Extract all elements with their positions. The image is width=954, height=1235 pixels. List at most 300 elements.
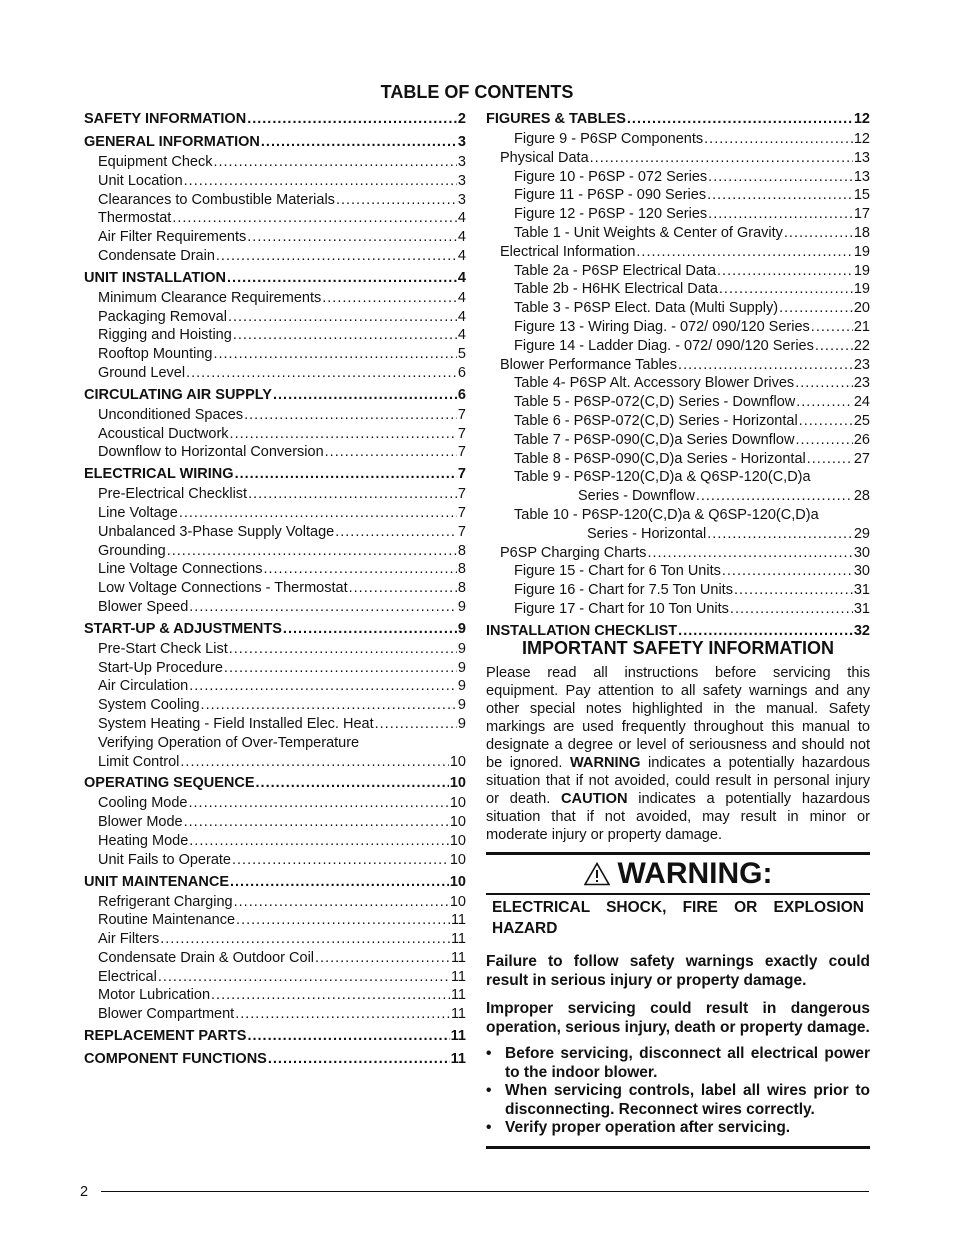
toc-section-entry	[84, 132, 466, 153]
toc-entry-text: Table 10 - P6SP-120(C,D)a & Q6SP-120(C,D)a	[514, 506, 819, 523]
toc-entry-text: Table 2b - H6HK Electrical Data	[514, 281, 718, 298]
toc-entry-text: REPLACEMENT PARTS	[84, 1028, 247, 1045]
bullet-icon: •	[486, 1119, 492, 1136]
dot-leader	[188, 794, 448, 813]
dot-leader	[811, 318, 853, 337]
dot-leader	[213, 153, 456, 172]
toc-page-number: 19	[853, 243, 870, 260]
toc-section-entry	[84, 773, 466, 794]
toc-entry-text: Blower Mode	[98, 814, 183, 831]
toc-page-number: 13	[853, 149, 870, 166]
dot-leader	[248, 485, 457, 504]
toc-entry-text: Cooling Mode	[98, 795, 188, 812]
dot-leader	[244, 406, 457, 425]
toc-page-number: 6	[457, 386, 466, 403]
toc-entry-text: Ground Level	[98, 364, 186, 381]
toc-page-number: 30	[853, 563, 870, 580]
dot-leader	[211, 986, 450, 1005]
dot-leader	[734, 581, 853, 600]
toc-entry-text: Figure 12 - P6SP - 120 Series	[514, 206, 708, 223]
toc-page-number: 7	[457, 444, 466, 461]
toc-entry-text: Pre-Start Check List	[98, 640, 228, 657]
safety-title: IMPORTANT SAFETY INFORMATION	[522, 638, 834, 658]
toc-page-number: 21	[853, 318, 870, 335]
dot-leader	[336, 191, 457, 210]
toc-entry	[84, 832, 466, 851]
toc-entry-text: FIGURES & TABLES	[486, 111, 626, 127]
dot-leader	[224, 659, 457, 678]
toc-page-number: 11	[450, 912, 466, 929]
toc-entry	[84, 228, 466, 247]
toc-page-number: 9	[457, 640, 466, 657]
dot-leader	[799, 412, 853, 431]
dot-leader	[186, 364, 457, 383]
toc-entry	[84, 443, 466, 462]
toc-entry	[486, 356, 870, 375]
dot-leader	[184, 813, 449, 832]
bullet-icon: •	[486, 1082, 492, 1099]
toc-entry	[84, 345, 466, 364]
toc-page-number: 10	[449, 775, 466, 792]
toc-entry	[84, 598, 466, 617]
toc-entry	[486, 600, 870, 619]
toc-entry-text: Table 6 - P6SP-072(C,D) Series - Horizontal	[514, 412, 798, 429]
toc-entry-text: Air Circulation	[98, 678, 189, 695]
dot-leader	[228, 308, 457, 327]
dot-leader	[213, 345, 456, 364]
dot-leader	[235, 1005, 450, 1024]
toc-page-number: 7	[457, 523, 466, 540]
toc-section-entry	[84, 268, 466, 289]
toc-entry-text: Physical Data	[500, 149, 589, 166]
toc-page-number: 18	[853, 224, 870, 241]
dot-leader	[722, 562, 853, 581]
dot-leader	[322, 289, 457, 308]
dot-leader	[375, 715, 457, 734]
toc-section-entry	[84, 1026, 466, 1047]
dot-leader	[263, 560, 456, 579]
dot-leader	[236, 911, 450, 930]
toc-entry-text: Blower Performance Tables	[500, 356, 678, 373]
warning-label: WARNING:	[617, 857, 773, 890]
dot-leader	[234, 893, 449, 912]
toc-entry-text: Motor Lubrication	[98, 987, 211, 1004]
toc-entry-text: UNIT INSTALLATION	[84, 269, 227, 286]
toc-entry	[84, 326, 466, 345]
toc-entry-text: Pre-Electrical Checklist	[98, 486, 248, 503]
toc-entry-text: Acoustical Ductwork	[98, 425, 229, 442]
toc-entry	[486, 506, 870, 525]
toc-entry-text: Minimum Clearance Requirements	[98, 289, 322, 306]
toc-entry	[486, 487, 870, 506]
dot-leader	[627, 109, 853, 130]
dot-leader	[227, 268, 457, 289]
dot-leader	[349, 579, 457, 598]
toc-page-number: 2	[457, 111, 466, 127]
toc-entry-text: Electrical Information	[500, 243, 636, 260]
dot-leader	[707, 186, 853, 205]
toc-page-number: 11	[450, 1006, 466, 1023]
toc-entry-text: Limit Control	[98, 753, 180, 770]
toc-entry-text: Blower Speed	[98, 598, 189, 615]
toc-entry	[84, 209, 466, 228]
toc-entry-text: Series - Horizontal	[587, 525, 707, 542]
dot-leader	[256, 773, 449, 794]
toc-entry	[84, 677, 466, 696]
toc-page-number: 5	[457, 346, 466, 363]
toc-entry	[84, 542, 466, 561]
toc-page-number: 6	[457, 364, 466, 381]
toc-entry	[486, 393, 870, 412]
warning-bullet-text: Verify proper operation after servicing.	[505, 1119, 791, 1136]
toc-title: TABLE OF CONTENTS	[380, 82, 574, 102]
dot-leader	[795, 431, 852, 450]
toc-page-number: 10	[449, 795, 466, 812]
warning-bullet-list	[486, 1045, 870, 1138]
dot-leader	[233, 326, 457, 345]
toc-entry-text: Rooftop Mounting	[98, 346, 213, 363]
dot-leader	[315, 949, 450, 968]
toc-entry	[84, 485, 466, 504]
toc-entry	[84, 406, 466, 425]
toc-page-number: 29	[853, 525, 870, 542]
toc-entry	[486, 581, 870, 600]
toc-page-number: 10	[449, 753, 466, 770]
toc-entry-text: Electrical	[98, 968, 157, 985]
toc-page-number: 7	[457, 486, 466, 503]
dot-leader	[247, 1026, 449, 1047]
dot-leader	[779, 299, 853, 318]
toc-entry-text: Figure 11 - P6SP - 090 Series	[514, 187, 707, 204]
toc-page-number: 9	[457, 697, 466, 714]
toc-page-number: 9	[457, 659, 466, 676]
toc-entry-text: Grounding	[98, 542, 166, 559]
toc-entry-text: Condensate Drain	[98, 247, 215, 264]
toc-entry-text: Rigging and Hoisting	[98, 327, 232, 344]
toc-entry	[486, 562, 870, 581]
footer-rule	[101, 1191, 869, 1192]
dot-leader	[807, 450, 853, 469]
toc-entry	[84, 364, 466, 383]
toc-entry	[84, 930, 466, 949]
warning-bullet	[486, 1045, 870, 1082]
dot-leader	[273, 385, 457, 406]
toc-page-number: 4	[457, 210, 466, 227]
toc-entry-text: Condensate Drain & Outdoor Coil	[98, 949, 315, 966]
toc-page-number: 31	[853, 582, 870, 599]
toc-entry	[84, 308, 466, 327]
toc-entry-text: OPERATING SEQUENCE	[84, 775, 255, 792]
toc-page-number: 3	[457, 172, 466, 189]
safety-intro: Please read all instructions before servicing this equipment. Pay attention to all safety warnings and any other special notes highlighted in the manual. Safety markings are used frequently throughout this manual to designate a degree or level of seriousness and should not be ignored.	[486, 665, 870, 771]
dot-leader	[784, 224, 853, 243]
toc-entry	[84, 968, 466, 987]
warning-subtitle: ELECTRICAL SHOCK, FIRE OR EXPLOSION HAZARD	[492, 899, 864, 937]
toc-page-number: 10	[449, 851, 466, 868]
toc-entry-text: Unit Location	[98, 172, 183, 189]
bullet-icon: •	[486, 1045, 492, 1062]
toc-entry-text: COMPONENT FUNCTIONS	[84, 1051, 267, 1068]
dot-leader	[283, 619, 457, 640]
toc-entry-text: Unit Fails to Operate	[98, 851, 231, 868]
toc-page-number: 26	[853, 431, 870, 448]
warning-triangle-icon	[584, 862, 610, 886]
dot-leader	[707, 525, 853, 544]
toc-entry-text: UNIT MAINTENANCE	[84, 873, 229, 890]
toc-page-number: 20	[853, 300, 870, 317]
toc-entry	[84, 1005, 466, 1024]
dot-leader	[590, 149, 853, 168]
toc-section-entry	[486, 109, 870, 130]
toc-page-number: 10	[449, 814, 466, 831]
toc-page-number: 8	[457, 580, 466, 597]
warning-bullet	[486, 1082, 870, 1119]
warning-paragraph-1: Failure to follow safety warnings exactly could result in serious injury or property damage.	[486, 953, 870, 989]
toc-entry	[486, 412, 870, 431]
toc-page-number: 11	[450, 1028, 466, 1045]
dot-leader	[167, 542, 457, 561]
toc-entry	[84, 715, 466, 734]
toc-page-number: 28	[853, 488, 870, 505]
toc-entry-text: Table 1 - Unit Weights & Center of Gravity	[514, 224, 783, 241]
toc-entry-text: Table 2a - P6SP Electrical Data	[514, 262, 717, 279]
toc-page-number: 7	[457, 504, 466, 521]
toc-page-number: 12	[853, 111, 870, 127]
dot-leader	[158, 968, 450, 987]
toc-page-number: 11	[450, 987, 466, 1004]
toc-entry	[486, 280, 870, 299]
warning-box	[486, 852, 870, 1149]
toc-page-number: 4	[457, 247, 466, 264]
safety-paragraph	[486, 664, 870, 844]
toc-entry-text: P6SP Charging Charts	[500, 544, 647, 561]
toc-right-column	[486, 109, 870, 642]
toc-page-number: 24	[853, 394, 870, 411]
dot-leader	[180, 753, 448, 772]
toc-entry	[84, 153, 466, 172]
dot-leader	[796, 393, 853, 412]
toc-entry	[84, 579, 466, 598]
toc-page-number: 23	[853, 356, 870, 373]
toc-entry	[84, 191, 466, 210]
toc-entry-text: Packaging Removal	[98, 308, 227, 325]
toc-entry	[84, 911, 466, 930]
dot-leader	[247, 109, 457, 130]
toc-entry-text: Figure 14 - Ladder Diag. - 072/ 090/120 Series	[514, 337, 814, 354]
page-number: 2	[80, 1184, 89, 1200]
dot-leader	[730, 600, 853, 619]
toc-entry	[84, 659, 466, 678]
toc-entry	[486, 262, 870, 281]
toc-entry	[84, 696, 466, 715]
warning-paragraph-2: Improper servicing could result in dangerous operation, serious injury, death or property damage.	[486, 1000, 870, 1036]
toc-entry	[84, 753, 466, 772]
toc-page-number: 15	[853, 187, 870, 204]
dot-leader	[636, 243, 852, 262]
toc-page-number: 19	[853, 262, 870, 279]
toc-entry	[84, 425, 466, 444]
warning-bullet	[486, 1119, 870, 1138]
dot-leader	[678, 356, 853, 375]
toc-entry-text: Downflow to Horizontal Conversion	[98, 444, 324, 461]
dot-leader	[230, 425, 457, 444]
toc-entry-text: Series - Downflow	[578, 488, 695, 505]
toc-entry	[486, 318, 870, 337]
toc-entry-text: ELECTRICAL WIRING	[84, 466, 234, 483]
toc-entry	[84, 640, 466, 659]
toc-section-entry	[84, 464, 466, 485]
caution-definition: indicates a potentially hazardous situation that if not avoided, may result in minor or moderate injury or property damage.	[486, 791, 870, 843]
warning-header	[486, 855, 870, 893]
toc-entry	[84, 851, 466, 870]
toc-entry	[84, 172, 466, 191]
toc-page-number: 3	[457, 154, 466, 170]
toc-page-number: 8	[457, 542, 466, 559]
dot-leader	[325, 443, 457, 462]
toc-entry-text: Table 3 - P6SP Elect. Data (Multi Supply)	[514, 300, 779, 317]
toc-entry	[486, 337, 870, 356]
toc-page-number: 3	[457, 191, 466, 208]
toc-entry-text: Heating Mode	[98, 832, 189, 849]
toc-entry-text: SAFETY INFORMATION	[84, 111, 247, 127]
toc-entry-text: Table 7 - P6SP-090(C,D)a Series Downflow	[514, 431, 795, 448]
toc-entry-text: Blower Compartment	[98, 1006, 235, 1023]
toc-entry-text: Line Voltage	[98, 504, 178, 521]
toc-page-number: 11	[450, 1051, 466, 1068]
toc-entry	[486, 299, 870, 318]
dot-leader	[235, 464, 457, 485]
toc-entry-text: Equipment Check	[98, 154, 213, 170]
toc-entry	[486, 468, 870, 487]
toc-page-number: 7	[457, 425, 466, 442]
toc-page-number: 11	[450, 949, 466, 966]
toc-entry	[486, 168, 870, 187]
toc-entry-text: Figure 10 - P6SP - 072 Series	[514, 168, 708, 185]
toc-entry	[486, 450, 870, 469]
toc-entry-text: Unbalanced 3-Phase Supply Voltage	[98, 523, 335, 540]
toc-page-number: 13	[853, 168, 870, 185]
dot-leader	[229, 640, 457, 659]
toc-entry-text: System Cooling	[98, 697, 200, 714]
toc-page-number: 7	[457, 406, 466, 423]
toc-page-number: 23	[853, 375, 870, 392]
toc-page-number: 4	[457, 289, 466, 306]
toc-page-number: 17	[853, 206, 870, 223]
toc-page-number: 4	[457, 269, 466, 286]
toc-page-number: 9	[457, 678, 466, 695]
toc-entry-text: INSTALLATION CHECKLIST	[486, 622, 678, 639]
toc-page-number: 11	[450, 968, 466, 985]
toc-entry	[486, 224, 870, 243]
toc-entry	[84, 794, 466, 813]
toc-page-number: 9	[457, 715, 466, 732]
toc-page-number: 4	[457, 327, 466, 344]
toc-entry-text: Table 4- P6SP Alt. Accessory Blower Drives	[514, 375, 795, 392]
dot-leader	[261, 132, 457, 153]
warning-definition: indicates a potentially hazardous situation that if not avoided, could result in personal injury or death.	[486, 755, 870, 807]
toc-page-number: 3	[457, 134, 466, 150]
dot-leader	[232, 851, 449, 870]
toc-entry-text: Figure 16 - Chart for 7.5 Ton Units	[514, 582, 733, 599]
toc-entry-text: START-UP & ADJUSTMENTS	[84, 620, 282, 637]
toc-entry-text: Figure 9 - P6SP Components	[514, 131, 704, 147]
caution-term: CAUTION	[561, 791, 628, 807]
toc-page-number: 11	[450, 931, 466, 948]
dot-leader	[719, 280, 853, 299]
dot-leader	[247, 228, 457, 247]
toc-entry-text: Unconditioned Spaces	[98, 406, 244, 423]
toc-page-number: 30	[853, 544, 870, 561]
toc-entry	[486, 205, 870, 224]
dot-leader	[184, 172, 457, 191]
warning-bullet-text: Before servicing, disconnect all electrical power to the indoor blower.	[505, 1045, 870, 1081]
toc-page-number: 22	[853, 337, 870, 354]
toc-page-number: 25	[853, 412, 870, 429]
dot-leader	[230, 872, 449, 893]
toc-entry-text: Figure 13 - Wiring Diag. - 072/ 090/120 Series	[514, 318, 810, 335]
toc-page-number: 32	[853, 622, 870, 639]
toc-page-number: 7	[457, 466, 466, 483]
toc-entry-text: Routine Maintenance	[98, 912, 236, 929]
toc-entry-text: Line Voltage Connections	[98, 561, 263, 578]
toc-page-number: 9	[457, 620, 466, 637]
toc-entry-text: Verifying Operation of Over-Temperature	[98, 734, 360, 751]
toc-entry	[84, 734, 466, 753]
toc-section-entry	[84, 109, 466, 130]
dot-leader	[708, 168, 853, 187]
dot-leader	[160, 930, 450, 949]
toc-entry	[84, 949, 466, 968]
warning-term: WARNING	[569, 755, 641, 771]
dot-leader	[815, 337, 853, 356]
toc-entry-text: Low Voltage Connections - Thermostat	[98, 580, 348, 597]
dot-leader	[201, 696, 457, 715]
toc-page-number: 27	[853, 450, 870, 467]
toc-entry-text: Start-Up Procedure	[98, 659, 223, 676]
toc-entry-text: Table 9 - P6SP-120(C,D)a & Q6SP-120(C,D)a	[514, 469, 811, 486]
toc-section-entry	[84, 872, 466, 893]
toc-page-number: 8	[457, 561, 466, 578]
dot-leader	[189, 832, 449, 851]
toc-entry	[84, 560, 466, 579]
toc-entry-text: Thermostat	[98, 210, 172, 227]
toc-entry-text: Figure 17 - Chart for 10 Ton Units	[514, 600, 729, 617]
dot-leader	[189, 677, 457, 696]
toc-page-number: 9	[457, 598, 466, 615]
toc-entry-text: Refrigerant Charging	[98, 893, 233, 910]
toc-section-entry	[84, 1049, 466, 1070]
toc-entry-text: Clearances to Combustible Materials	[98, 191, 335, 208]
dot-leader	[335, 523, 457, 542]
dot-leader	[696, 487, 853, 506]
toc-entry-text: System Heating - Field Installed Elec. Heat	[98, 715, 374, 732]
toc-entry-text: Air Filters	[98, 931, 160, 948]
dot-leader	[717, 262, 853, 281]
warning-bullet-text: When servicing controls, label all wires prior to disconnecting. Reconnect wires correctly.	[505, 1082, 870, 1118]
dot-leader	[189, 598, 457, 617]
dot-leader	[172, 209, 457, 228]
dot-leader	[179, 504, 457, 523]
toc-entry-text: Table 8 - P6SP-090(C,D)a Series - Horizontal	[514, 450, 806, 467]
toc-entry	[486, 186, 870, 205]
dot-leader	[708, 205, 853, 224]
toc-entry-text: CIRCULATING AIR SUPPLY	[84, 386, 272, 403]
toc-entry	[486, 431, 870, 450]
toc-entry	[84, 247, 466, 266]
toc-entry	[486, 544, 870, 563]
toc-entry-text: Air Filter Requirements	[98, 229, 247, 246]
dot-leader	[268, 1049, 450, 1070]
